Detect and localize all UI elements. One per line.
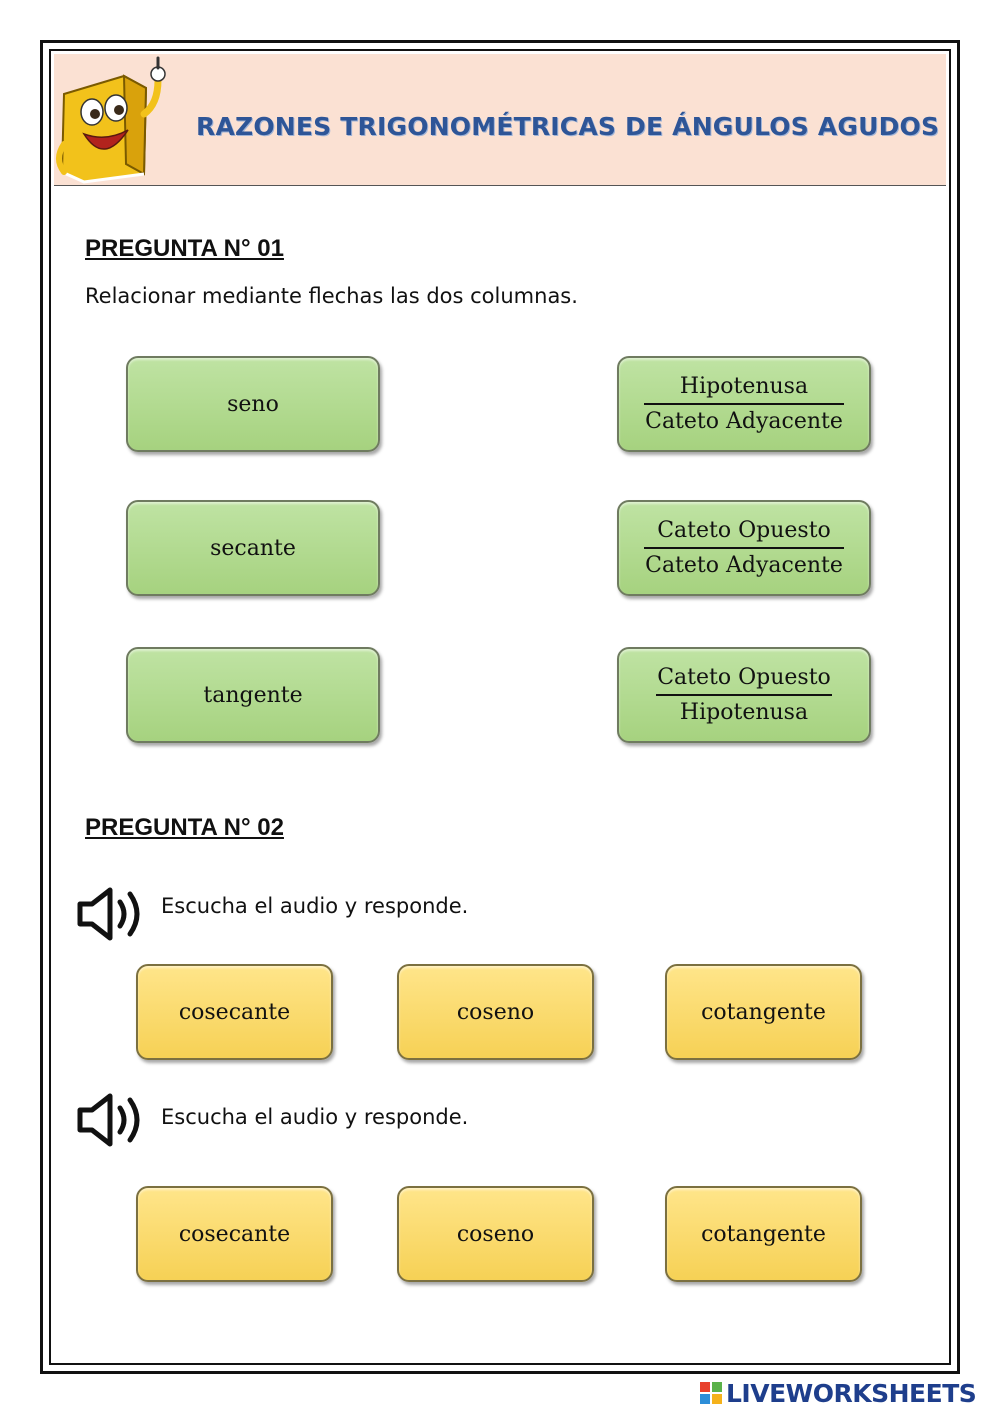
liveworksheets-logo[interactable] xyxy=(700,1378,976,1408)
question-1-instruction: Relacionar mediante flechas las dos columnas. xyxy=(85,284,578,308)
match-left-label: seno xyxy=(227,391,279,417)
match-right-cat-op-hip[interactable] xyxy=(617,647,871,743)
match-left-seno[interactable] xyxy=(126,356,380,452)
match-left-tangente[interactable] xyxy=(126,647,380,743)
match-left-label: tangente xyxy=(203,682,303,708)
answer-2-cosecante[interactable] xyxy=(136,1186,333,1282)
fraction xyxy=(644,374,844,434)
fraction-numerator: Cateto Opuesto xyxy=(657,665,831,690)
answer-2-cotangente[interactable] xyxy=(665,1186,862,1282)
fraction-denominator: Cateto Adyacente xyxy=(645,553,843,578)
answer-label: coseno xyxy=(456,1221,535,1247)
fraction xyxy=(644,518,844,578)
fraction xyxy=(656,665,832,725)
answer-label: cotangente xyxy=(701,1221,826,1247)
answer-1-cotangente[interactable] xyxy=(665,964,862,1060)
speaker-icon[interactable] xyxy=(76,886,146,942)
speaker-icon[interactable] xyxy=(76,1092,146,1148)
match-right-hip-cat-ady[interactable] xyxy=(617,356,871,452)
audio-prompt-2-text: Escucha el audio y responde. xyxy=(161,1105,469,1129)
fraction-numerator: Cateto Opuesto xyxy=(657,518,831,543)
fraction-denominator: Hipotenusa xyxy=(679,700,809,725)
logo-squares-icon xyxy=(700,1382,722,1404)
answer-label: cosecante xyxy=(178,1221,291,1247)
answer-1-coseno[interactable] xyxy=(397,964,594,1060)
answer-1-cosecante[interactable] xyxy=(136,964,333,1060)
answer-label: cosecante xyxy=(178,999,291,1025)
answer-label: cotangente xyxy=(701,999,826,1025)
brand-name: LIVEWORKSHEETS xyxy=(726,1378,977,1408)
match-right-cat-op-cat-ady[interactable] xyxy=(617,500,871,596)
audio-prompt-1-text: Escucha el audio y responde. xyxy=(161,894,469,918)
answer-2-coseno[interactable] xyxy=(397,1186,594,1282)
worksheet-title: RAZONES TRIGONOMÉTRICAS DE ÁNGULOS AGUDOS xyxy=(196,112,940,141)
question-1-title: PREGUNTA N° 01 xyxy=(85,235,284,262)
answer-label: coseno xyxy=(456,999,535,1025)
fraction-denominator: Cateto Adyacente xyxy=(645,409,843,434)
match-left-label: secante xyxy=(210,535,296,561)
question-2-title: PREGUNTA N° 02 xyxy=(85,814,284,841)
match-left-secante[interactable] xyxy=(126,500,380,596)
fraction-numerator: Hipotenusa xyxy=(679,374,809,399)
book-mascot-icon xyxy=(54,54,184,186)
